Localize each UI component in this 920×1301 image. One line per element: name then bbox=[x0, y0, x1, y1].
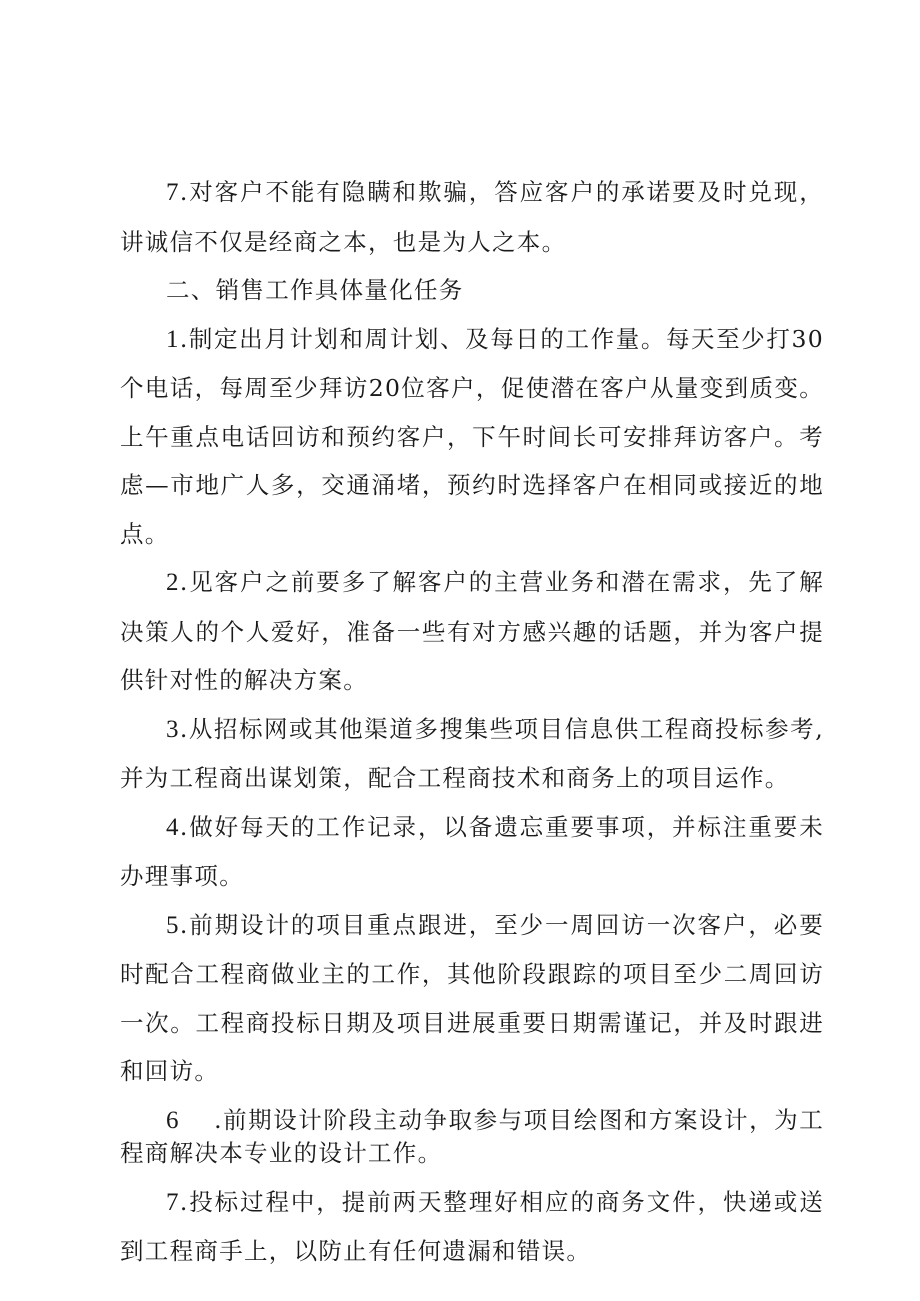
task-item-4 bbox=[120, 803, 824, 901]
item-text: .见客户之前要多了解客户的主营业务和潜在需求，先了解决策人的个人爱好，准备一些有对方感兴趣的话题，并为客户提供针对性的解决方案。 bbox=[120, 568, 824, 694]
item-text: .前期设计阶段主动争取参与项目绘图和方案设计，为工程商解决本专业的设计工作。 bbox=[120, 1105, 824, 1167]
task-item-3 bbox=[120, 705, 824, 803]
item-text: .做好每天的工作记录，以备遗忘重要事项，并标注重要未办理事项。 bbox=[120, 812, 824, 890]
item-number: 3 bbox=[166, 715, 180, 743]
item-number: 6 bbox=[166, 1106, 180, 1134]
task-item-1 bbox=[120, 315, 824, 559]
task-item-5 bbox=[120, 901, 824, 1096]
task-item-2 bbox=[120, 558, 824, 705]
item-text: .投标过程中，提前两天整理好相应的商务文件，快递或送到工程商手上，以防止有任何遗漏和错误。 bbox=[120, 1187, 824, 1265]
task-item-7 bbox=[120, 1178, 824, 1276]
item-number: 1 bbox=[166, 325, 180, 353]
item-text: .制定出月计划和周计划、及每日的工作量。每天至少打30个电话，每周至少拜访20位客户，促使潜在客户从量变到质变。上午重点电话回访和预约客户，下午时间长可安排拜访客户。考虑—市地广人多，交通涌堵，预约时选择客户在相同或接近的地点。 bbox=[120, 324, 824, 548]
item-number: 7 bbox=[166, 1188, 180, 1216]
section-heading: 二、销售工作具体量化任务 bbox=[166, 276, 464, 304]
item-text: .对客户不能有隐瞒和欺骗，答应客户的承诺要及时兑现，讲诚信不仅是经商之本，也是为人之本。 bbox=[120, 178, 824, 256]
item-number: 5 bbox=[166, 911, 180, 939]
item-number: 2 bbox=[166, 569, 180, 596]
item-text: .前期设计的项目重点跟进，至少一周回访一次客户，必要时配合工程商做业主的工作，其他阶段跟踪的项目至少二周回访一次。工程商投标日期及项目进展重要日期需谨记，并及时跟进和回访。 bbox=[120, 910, 824, 1085]
item-number: 7 bbox=[166, 179, 180, 206]
task-item-6 bbox=[120, 1104, 824, 1170]
paragraph-integrity bbox=[120, 168, 824, 266]
item-number: 4 bbox=[166, 813, 180, 841]
item-text: .从招标网或其他渠道多搜集些项目信息供工程商投标参考,并为工程商出谋划策，配合工程商技术和商务上的项目运作。 bbox=[120, 714, 824, 792]
document-page bbox=[120, 168, 824, 1276]
